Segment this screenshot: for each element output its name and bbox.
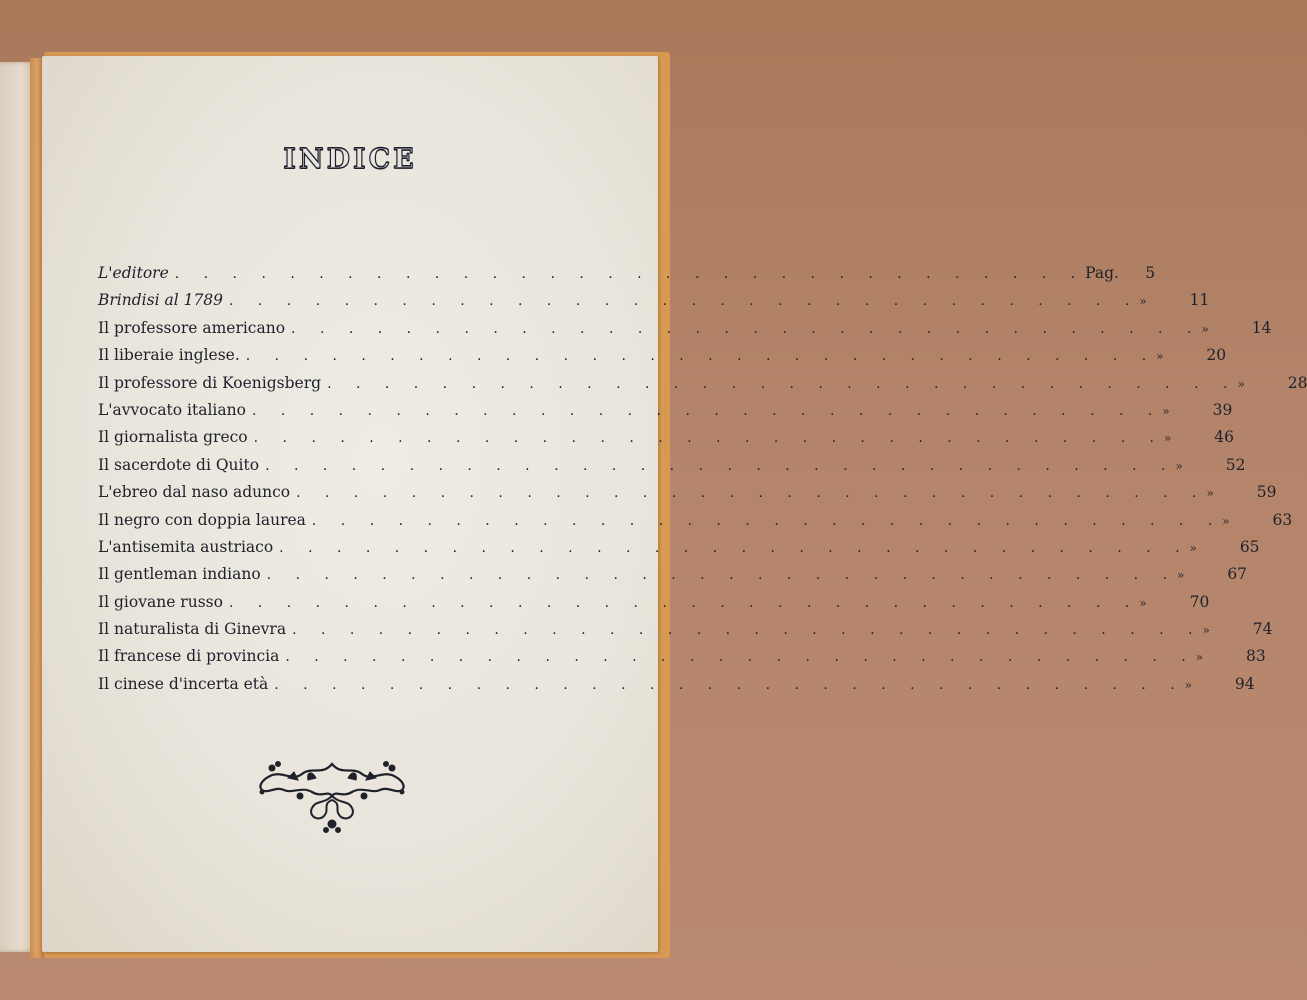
leader-dots: . . . . . . . . . . . . . . . . . . . . . . . . . . . . . . . . [279, 539, 1190, 556]
toc-entry-marker: » [1201, 321, 1209, 336]
toc-entry [98, 424, 1235, 451]
toc-entry-marker: » [1162, 403, 1170, 418]
leader-dots: . . . . . . . . . . . . . . . . . . . . . . . . . . . . . . . . [291, 320, 1202, 337]
toc-entry [98, 507, 1293, 534]
toc-entry-marker: » [1189, 540, 1197, 555]
toc-entry-marker: » [1164, 431, 1172, 446]
toc-entry-page-number: 5 [1145, 264, 1156, 282]
toc-entry-page-number: 83 [1245, 647, 1266, 666]
toc-entry-marker: » [1177, 568, 1185, 583]
leader-dots: . . . . . . . . . . . . . . . . . . . . . . . . . . . . . . . . [253, 430, 1165, 447]
toc-entry-title: Il naturalista di Ginevra [98, 620, 287, 639]
leader-dots: . . . . . . . . . . . . . . . . . . . . . . . . . . . . . . . . [266, 567, 1178, 584]
toc-entry-page-number: 94 [1234, 674, 1255, 693]
toc-entry [98, 370, 1307, 397]
toc-entry [98, 534, 1260, 561]
toc-entry-marker: » [1156, 349, 1164, 364]
leader-dots: . . . . . . . . . . . . . . . . . . . . . . . . . . . . . . . . [265, 457, 1176, 474]
toc-entry-page-number: 14 [1251, 318, 1272, 337]
toc-entry-page-number: 59 [1256, 483, 1277, 502]
toc-entry-page-number: 39 [1212, 400, 1233, 419]
toc-entry-title: L'editore [98, 264, 169, 282]
toc-entry-title: Il sacerdote di Quito [98, 455, 260, 474]
toc-entry-marker: » [1195, 650, 1204, 665]
toc-entry-title: L'ebreo dal naso adunco [98, 483, 291, 502]
toc-entry-title: Il giornalista greco [98, 428, 248, 447]
toc-entry-title: Il negro con doppia laurea [98, 510, 306, 529]
toc-entry [98, 671, 1255, 698]
leader-dots: . . . . . . . . . . . . . . . . . . . . . . . . . . . . . . . . [285, 649, 1196, 666]
toc-entry [98, 397, 1233, 424]
toc-entry [98, 342, 1227, 369]
toc-entry-page-number: 63 [1272, 510, 1293, 529]
toc-entry [98, 452, 1246, 479]
leader-dots: . . . . . . . . . . . . . . . . . . . . . . . . . . . . . . . . [251, 402, 1163, 419]
toc-entry-title: Il liberaie inglese. [98, 346, 240, 365]
toc-entry-title: L'antisemita austriaco [98, 537, 274, 556]
toc-entry-page-number: 28 [1287, 373, 1307, 392]
toc-entry [98, 315, 1272, 342]
toc-entry-marker: » [1139, 294, 1147, 309]
table-of-contents [98, 260, 1307, 698]
toc-entry-title: Il giovane russo [98, 592, 223, 611]
toc-entry-page-number: 11 [1189, 291, 1210, 310]
leader-dots: . . . . . . . . . . . . . . . . . . . . . . . . . . . . . . . . [229, 293, 1140, 310]
page-title: INDICE [283, 144, 417, 175]
toc-entry-page-number: 70 [1189, 592, 1210, 611]
toc-entry-marker: Pag. [1085, 264, 1119, 282]
toc-entry [98, 616, 1273, 643]
leader-dots: . . . . . . . . . . . . . . . . . . . . . . . . . . . . . . . . [327, 375, 1238, 392]
leader-dots: . . . . . . . . . . . . . . . . . . . . . . . . . . . . . . . . [311, 512, 1223, 529]
toc-entry-page-number: 46 [1214, 428, 1235, 447]
toc-entry [98, 561, 1248, 588]
toc-entry-page-number: 74 [1252, 620, 1273, 639]
toc-entry-page-number: 65 [1239, 537, 1260, 556]
toc-entry-page-number: 52 [1225, 455, 1246, 474]
toc-entry-marker: » [1206, 486, 1214, 501]
leader-dots: . . . . . . . . . . . . . . . . . . . . . . . . . . . . . . . . [228, 594, 1140, 611]
toc-entry-page-number: 67 [1227, 565, 1248, 584]
leader-dots: . . . . . . . . . . . . . . . . . . . . . . . . . . . . . . . . [292, 622, 1203, 639]
floral-vignette-icon [252, 756, 412, 836]
leader-dots: . . . . . . . . . . . . . . . . . . . . . . . . . . . . . . . . [296, 485, 1207, 502]
leader-dots: . . . . . . . . . . . . . . . . . . . . . . . . . . . . . . . . [174, 266, 1086, 282]
toc-entry [98, 287, 1210, 314]
toc-entry-marker: » [1175, 458, 1183, 473]
toc-entry-marker: » [1184, 677, 1192, 692]
leader-dots: . . . . . . . . . . . . . . . . . . . . . . . . . . . . . . . . [245, 348, 1157, 365]
toc-entry [98, 643, 1266, 670]
toc-entry-title: Brindisi al 1789 [98, 291, 224, 310]
toc-entry [98, 479, 1277, 506]
toc-entry-title: Il gentleman indiano [98, 565, 261, 584]
toc-entry [98, 260, 1156, 287]
toc-entry-page-number: 20 [1206, 346, 1227, 365]
toc-entry-title: Il cinese d'incerta età [98, 674, 269, 693]
toc-entry-marker: » [1139, 595, 1147, 610]
leader-dots: . . . . . . . . . . . . . . . . . . . . . . . . . . . . . . . . [274, 676, 1185, 693]
toc-entry-title: L'avvocato italiano [98, 400, 246, 419]
toc-entry-marker: » [1202, 623, 1210, 638]
toc-entry-title: Il professore di Koenigsberg [98, 373, 322, 392]
toc-entry [98, 589, 1210, 616]
toc-entry-marker: » [1222, 513, 1230, 528]
toc-entry-title: Il professore americano [98, 318, 286, 337]
toc-entry-title: Il francese di provincia [98, 647, 280, 666]
toc-entry-marker: » [1237, 376, 1245, 391]
index-page [42, 56, 1307, 952]
